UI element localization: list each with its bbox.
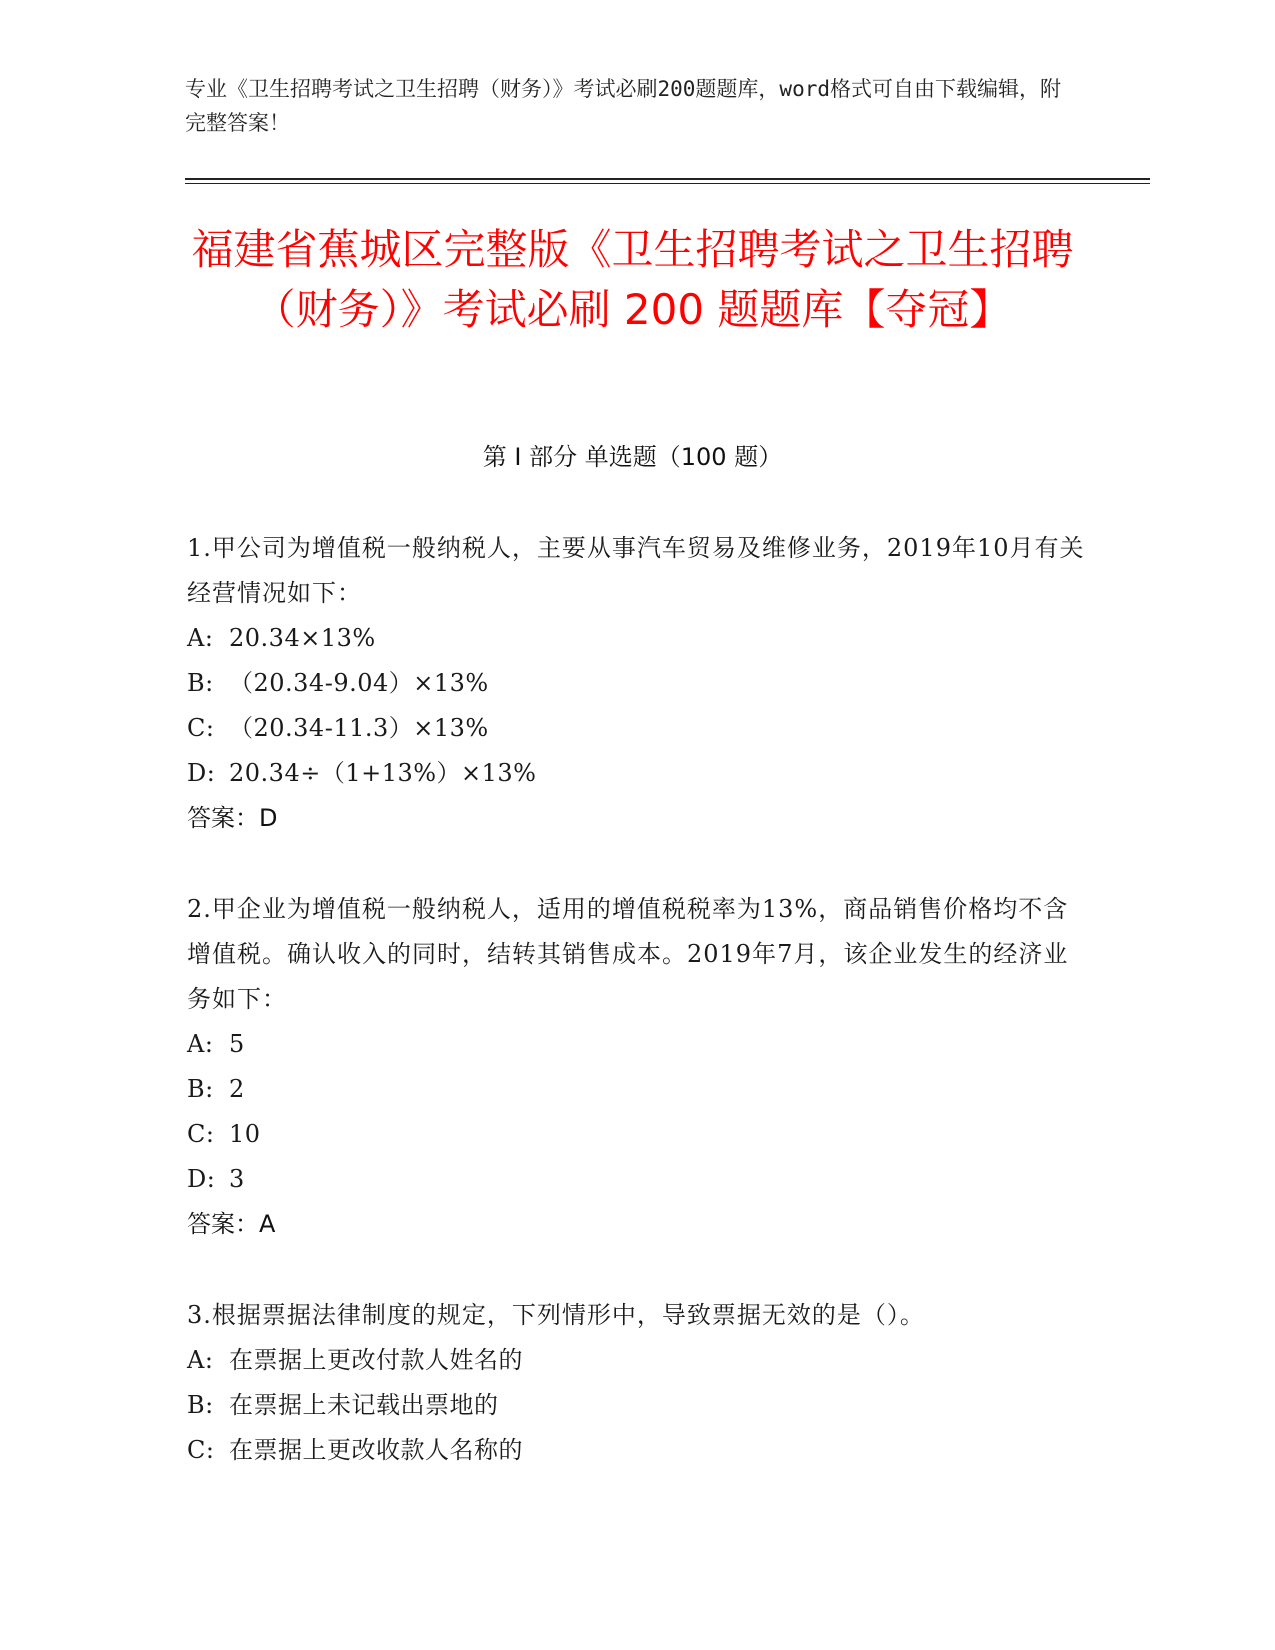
document-title: 福建省蕉城区完整版《卫生招聘考试之卫生招聘（财务）》考试必刷 200 题题库【夺冠】: [191, 225, 1074, 334]
option-c: [187, 1428, 1087, 1473]
option-b: [187, 661, 1087, 706]
answer-line: 答案：D: [187, 804, 278, 832]
option-a: [187, 1338, 1087, 1383]
option-key: B:: [187, 1075, 214, 1103]
header-note: 专业《卫生招聘考试之卫生招聘（财务）》考试必刷200题题库，word格式可自由下载编辑，附完整答案！: [185, 77, 1061, 135]
option-d: [187, 751, 1087, 796]
option-key: B:: [187, 1391, 214, 1419]
option-text: 在票据上未记载出票地的: [229, 1391, 499, 1419]
option-key: A:: [187, 624, 214, 652]
option-key: C:: [187, 1120, 215, 1148]
option-text: 3: [229, 1165, 245, 1193]
option-key: C:: [187, 714, 215, 742]
option-a: [187, 616, 1087, 661]
option-key: A:: [187, 1346, 214, 1374]
option-text: 5: [229, 1030, 245, 1058]
option-c: [187, 706, 1087, 751]
question-stem: 3.根据票据法律制度的规定，下列情形中，导致票据无效的是（）。: [187, 1301, 925, 1329]
option-key: C:: [187, 1436, 215, 1464]
answer-line: 答案：A: [187, 1210, 276, 1238]
option-text: 在票据上更改收款人名称的: [229, 1436, 523, 1464]
option-text: 10: [229, 1120, 261, 1148]
question-list: [187, 526, 1087, 1519]
option-key: D:: [187, 1165, 216, 1193]
option-text: （20.34-11.3）×13%: [229, 714, 489, 742]
question-1: [187, 526, 1087, 841]
question-stem: 1.甲公司为增值税一般纳税人，主要从事汽车贸易及维修业务，2019年10月有关经营情况如下：: [187, 534, 1085, 607]
option-text: 在票据上更改付款人姓名的: [229, 1346, 523, 1374]
option-key: B:: [187, 669, 214, 697]
option-text: 20.34÷（1+13%）×13%: [229, 759, 537, 787]
option-text: 2: [229, 1075, 245, 1103]
option-d: [187, 1157, 1087, 1202]
question-stem: 2.甲企业为增值税一般纳税人，适用的增值税税率为13%，商品销售价格均不含增值税。确认收入的同时，结转其销售成本。2019年7月，该企业发生的经济业务如下：: [187, 895, 1069, 1013]
option-c: [187, 1112, 1087, 1157]
option-a: [187, 1022, 1087, 1067]
header-divider-thin: [185, 183, 1150, 184]
header-divider-thick: [185, 178, 1150, 180]
option-b: [187, 1383, 1087, 1428]
option-text: （20.34-9.04）×13%: [229, 669, 489, 697]
question-3: [187, 1293, 1087, 1473]
section-title: 第 I 部分 单选题（100 题）: [482, 443, 783, 471]
option-b: [187, 1067, 1087, 1112]
option-key: A:: [187, 1030, 214, 1058]
option-key: D:: [187, 759, 216, 787]
question-2: [187, 887, 1087, 1247]
option-text: 20.34×13%: [229, 624, 376, 652]
